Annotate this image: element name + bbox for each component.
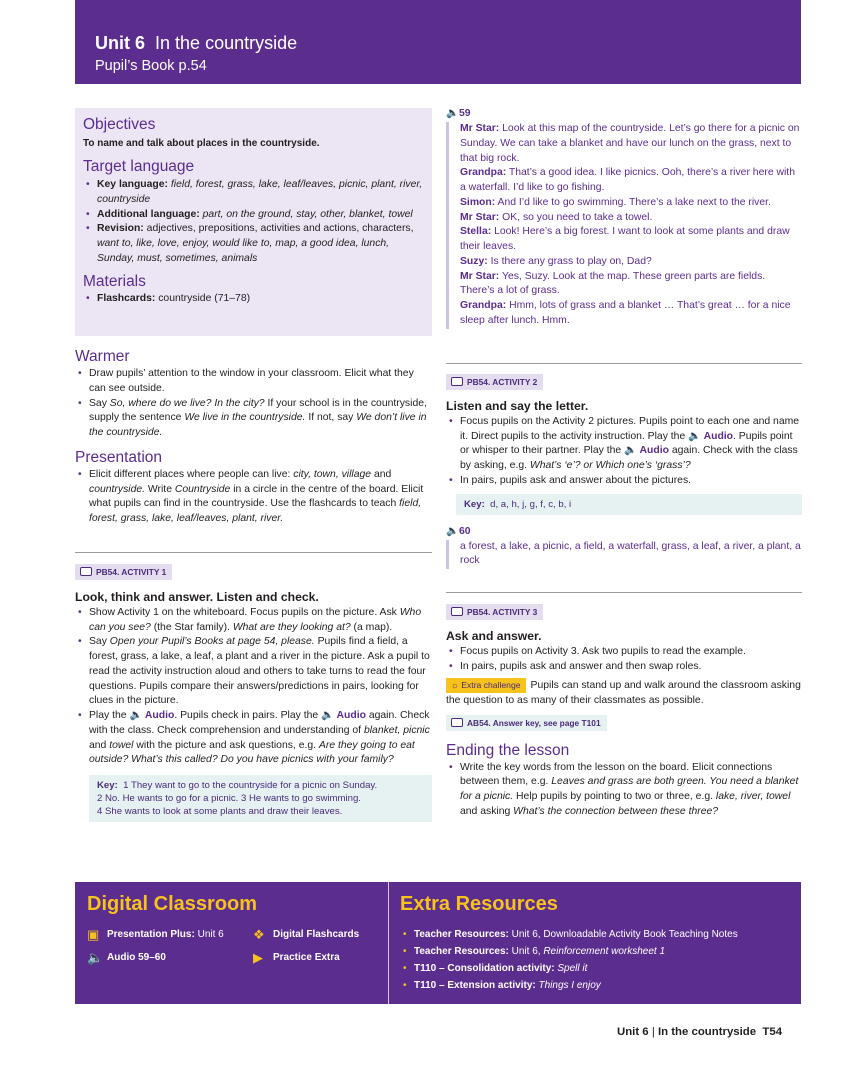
activity2-key: Key: d, a, h, j, g, f, c, b, i <box>456 494 802 515</box>
list-item: • Additional language: part, on the ground, stay, other, blanket, towel <box>83 208 424 223</box>
resources-box <box>75 882 801 1004</box>
list-item: • Flashcards: countryside (71–78) <box>83 292 424 307</box>
footer-divider <box>388 882 389 1004</box>
list-item: • Elicit different places where people can live: city, town, village and countryside. Write Countryside in a circle in the centre of the board. Elicit what pupils can find in the countryside. Use the flashcards to teach field, forest, grass, lake, leaf/leaves, plant, river. <box>75 468 432 527</box>
list-item: • Revision: adjectives, prepositions, activities and actions, characters, want to, like, love, enjoy, would like to, map, a good idea, lunch, Sunday, must, sometimes, animals <box>83 222 424 266</box>
audio-icon: 🔈 <box>87 950 104 965</box>
activity1-key: Key: 1 They want to go to the countryside for a picnic on Sunday. 2 No. He wants to go for a picnic. 3 He wants to go swimming. 4 She wants to look at some plants and draw their leaves. <box>89 775 432 822</box>
book-icon <box>451 607 463 616</box>
divider <box>75 552 432 553</box>
book-icon <box>451 377 463 386</box>
audio-link[interactable]: 🔈 Audio <box>688 430 734 442</box>
script-line: Grandpa: That’s a good idea. I like picnics. Ooh, there’s a river here with a waterfall. I’d like to go fishing. <box>460 167 795 194</box>
divider <box>446 363 802 364</box>
materials-list <box>83 292 424 307</box>
book-icon <box>80 567 92 576</box>
objectives-heading: Objectives <box>83 116 156 133</box>
list-item: • Show Activity 1 on the whiteboard. Focus pupils on the picture. Ask Who can you see? (the Star family). What are they looking at? (a map). <box>75 606 432 636</box>
page-header <box>75 0 801 84</box>
digital-item-practice[interactable]: Practice Extra <box>273 952 340 963</box>
target-language-list <box>83 178 424 267</box>
script-line: Simon: And I’d like to go swimming. There’s a lake next to the river. <box>460 196 771 208</box>
list-item: • Play the 🔈 Audio. Pupils check in pairs. Play the 🔈 Audio again. Check with the class. Check comprehension and understanding of blanket, picnic and towel with the picture and ask questions, e.g. Are they going to eat outside? What’s this called? Do you have picnics with your family? <box>75 709 432 768</box>
digital-item-audio[interactable]: Audio 59–60 <box>107 952 166 963</box>
warmer-list <box>75 367 432 441</box>
page-number: T54 <box>762 1026 783 1038</box>
speaker-icon: 🔈 <box>688 430 702 442</box>
script-line: Mr Star: Yes, Suzy. Look at the map. These green parts are fields. There’s a lot of grass. <box>460 270 766 297</box>
extra-challenge-badge: ☼ Extra challenge <box>446 678 526 693</box>
script-line: Stella: Look! Here’s a big forest. I want to look at some plants and draw their leaves. <box>460 226 790 253</box>
presentation-heading: Presentation <box>75 448 163 466</box>
extra-resources-list <box>400 928 795 996</box>
activity1-section <box>75 564 432 822</box>
script-line: Mr Star: OK, so you need to take a towel. <box>460 211 653 223</box>
objectives-text: To name and talk about places in the countryside. <box>83 138 320 149</box>
materials-heading: Materials <box>83 272 146 290</box>
pupils-book-ref: Pupil’s Book p.54 <box>95 58 207 74</box>
audio-script-60: a forest, a lake, a picnic, a field, a waterfall, grass, a leaf, a river, a plant, a rock <box>446 540 802 570</box>
list-item: • Say So, where do we live? In the city? If your school is in the countryside, supply the sentence We live in the countryside. If not, say We don’t live in the countryside. <box>75 397 432 441</box>
divider <box>446 592 802 593</box>
list-item: • Focus pupils on Activity 3. Ask two pupils to read the example. <box>446 645 802 660</box>
left-column <box>75 346 432 527</box>
objectives-box <box>75 108 432 336</box>
lightbulb-icon: ☼ <box>451 680 459 691</box>
activity2-list <box>446 415 802 489</box>
ending-heading: Ending the lesson <box>446 741 570 759</box>
speaker-icon: 🔈 <box>446 108 459 119</box>
list-item: • Say Open your Pupil’s Books at page 54, please. Pupils find a field, a forest, grass, a lake, a leaf, a plant and a river in the picture. Ask a pupil to read the activity instruction aloud and others to take turns to read the four questions. Pupils compare their answers/predictions in pairs, looking for clues in the picture. <box>75 635 432 709</box>
digital-item-flashcards[interactable]: Digital Flashcards <box>273 929 360 940</box>
digital-item-presentation[interactable]: Presentation Plus: Unit 6 <box>107 929 224 940</box>
audio-script-59 <box>446 122 802 329</box>
speaker-icon: 🔈 <box>321 710 334 722</box>
activity1-title: Look, think and answer. Listen and check. <box>75 589 319 604</box>
activity1-tag: PB54. ACTIVITY 1 <box>75 564 172 580</box>
ab-answer-key-tag: AB54. Answer key, see page T101 <box>446 715 607 731</box>
speaker-icon: 🔈 <box>446 525 459 537</box>
practice-icon: ▶ <box>253 950 263 965</box>
warmer-heading: Warmer <box>75 348 130 365</box>
activity3-title: Ask and answer. <box>446 628 542 643</box>
extra-resources-title: Extra Resources <box>400 893 558 915</box>
presentation-icon: ▣ <box>87 927 100 942</box>
list-item: • Write the key words from the lesson on the board. Elicit connections between them, e.g. Leaves and grass are both green. You need a blanket for a picnic. Help pupils by pointing to two or three, e.g. lake, river, towel and asking What’s the connection between these three? <box>446 761 802 820</box>
list-item: • Teacher Resources: Unit 6, Downloadable Activity Book Teaching Notes <box>400 928 795 942</box>
page-footer: Unit 6 | In the countryside T54 <box>617 1026 783 1038</box>
activity2-tag: PB54. ACTIVITY 2 <box>446 374 543 390</box>
unit-title: Unit 6 In the countryside <box>95 33 298 53</box>
list-item: • In pairs, pupils ask and answer and then swap roles. <box>446 660 802 675</box>
activity3-tag: PB54. ACTIVITY 3 <box>446 604 543 620</box>
script-line: Mr Star: Look at this map of the countryside. Let’s go there for a picnic on Sunday. We can take a blanket and have our lunch on the grass, next to that big rock. <box>460 123 800 164</box>
audio-59-label: 🔈59 <box>446 108 471 119</box>
list-item: • Teacher Resources: Unit 6, Reinforcement worksheet 1 <box>400 945 795 959</box>
flashcards-icon: ❖ <box>253 927 265 942</box>
activity1-list <box>75 606 432 768</box>
script-line: Suzy: Is there any grass to play on, Dad? <box>460 255 652 267</box>
audio-60-label: 🔈60 <box>446 525 471 537</box>
activity2-title: Listen and say the letter. <box>446 398 589 413</box>
activity3-section <box>446 604 802 820</box>
audio-link[interactable]: 🔈 Audio <box>624 445 669 457</box>
book-icon <box>451 718 463 727</box>
extra-challenge: ☼ Extra challenge Pupils can stand up and walk around the classroom asking the question to as many of their classmates as possible. <box>446 680 801 707</box>
speaker-icon: 🔈 <box>624 445 637 457</box>
list-item: • T110 – Consolidation activity: Spell it <box>400 962 795 976</box>
activity3-list <box>446 645 802 675</box>
ending-list <box>446 761 802 820</box>
audio-link[interactable]: 🔈 Audio <box>129 710 175 722</box>
audio-link[interactable]: 🔈 Audio <box>321 710 366 722</box>
target-language-heading: Target language <box>83 158 195 176</box>
list-item: • Key language: field, forest, grass, lake, leaf/leaves, picnic, plant, river, countryside <box>83 178 424 208</box>
list-item: • T110 – Extension activity: Things I enjoy <box>400 979 795 993</box>
presentation-list <box>75 468 432 527</box>
activity2-section <box>446 374 802 569</box>
list-item: • In pairs, pupils ask and answer about the pictures. <box>446 474 802 489</box>
script-line: Grandpa: Hmm, lots of grass and a blanket … That’s great … for a nice sleep after lunch. Hmm. <box>460 300 791 326</box>
list-item: • Draw pupils’ attention to the window in your classroom. Elicit what they can see outside. <box>75 367 432 397</box>
speaker-icon: 🔈 <box>129 710 143 722</box>
digital-classroom-title: Digital Classroom <box>87 893 258 915</box>
list-item: • Focus pupils on the Activity 2 pictures. Pupils point to each one and name it. Direct pupils to the activity instruction. Play the 🔈 Audio. Pupils point or whisper to their partner. Play the 🔈 Audio again. Check with the class by asking, e.g. What’s ‘e’? or Which one’s ‘grass’? <box>446 415 802 474</box>
script59-section <box>446 107 802 329</box>
